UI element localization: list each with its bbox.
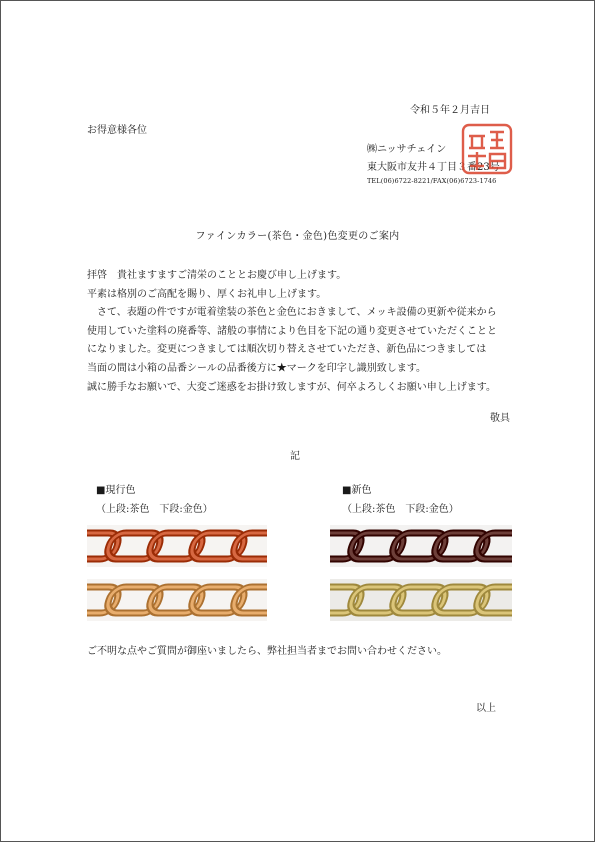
new-color-sublabel: （上段:茶色 下段:金色） [342, 504, 459, 515]
company-phone: TEL(06)6722-8221/FAX(06)6723-1746 [367, 177, 497, 185]
company-seal-stamp [460, 122, 514, 176]
new-gold-chain-image [330, 579, 512, 621]
keigu-closing: 敬具 [490, 413, 510, 424]
current-color-sublabel: （上段:茶色 下段:金色） [96, 504, 213, 515]
body-line: 平素は格別のご高配を賜り、厚くお礼申し上げます。 [87, 288, 327, 300]
notice-title: ファインカラー(茶色・金色)色変更のご案内 [195, 231, 400, 242]
date-line: 令和５年２月吉日 [410, 105, 490, 116]
addressee: お得意様各位 [87, 125, 147, 136]
body-line: 拝啓 貴社ますますご清栄のこととお慶び申し上げます。 [87, 270, 347, 281]
company-address: 東大阪市友井４丁目３番23号 [367, 162, 500, 173]
company-name: ㈱ニッサチェイン [367, 144, 447, 155]
ijo-closing: 以上 [476, 703, 496, 714]
body-line: になりました。変更につきましては順次切り替えさせていただき、新色品につきましては [87, 344, 487, 356]
body-line: 当面の間は小箱の品番シールの品番後方に★マークを印字し識別致します。 [87, 362, 426, 374]
new-brown-chain-image [330, 525, 512, 567]
new-color-label: ■新色 [342, 485, 372, 496]
current-color-label: ■現行色 [96, 485, 136, 496]
ki-heading: 記 [290, 451, 300, 462]
body-line: さて、表題の件ですが電着塗装の茶色と金色におきまして、メッキ設備の更新や従来から [87, 307, 497, 319]
current-brown-chain-image [87, 525, 267, 567]
letter-body [87, 267, 512, 397]
body-line: 誠に勝手なお願いで、大変ご迷惑をお掛け致しますが、何卒よろしくお願い申し上げます。 [87, 381, 496, 393]
current-gold-chain-image [87, 579, 267, 621]
body-line: 使用していた塗料の廃番等、諸般の事情により色目を下記の通り変更させていただくことと [87, 325, 497, 337]
inquiry-text: ご不明な点やご質問が御座いましたら、弊社担当者までお問い合わせください。 [87, 646, 447, 657]
